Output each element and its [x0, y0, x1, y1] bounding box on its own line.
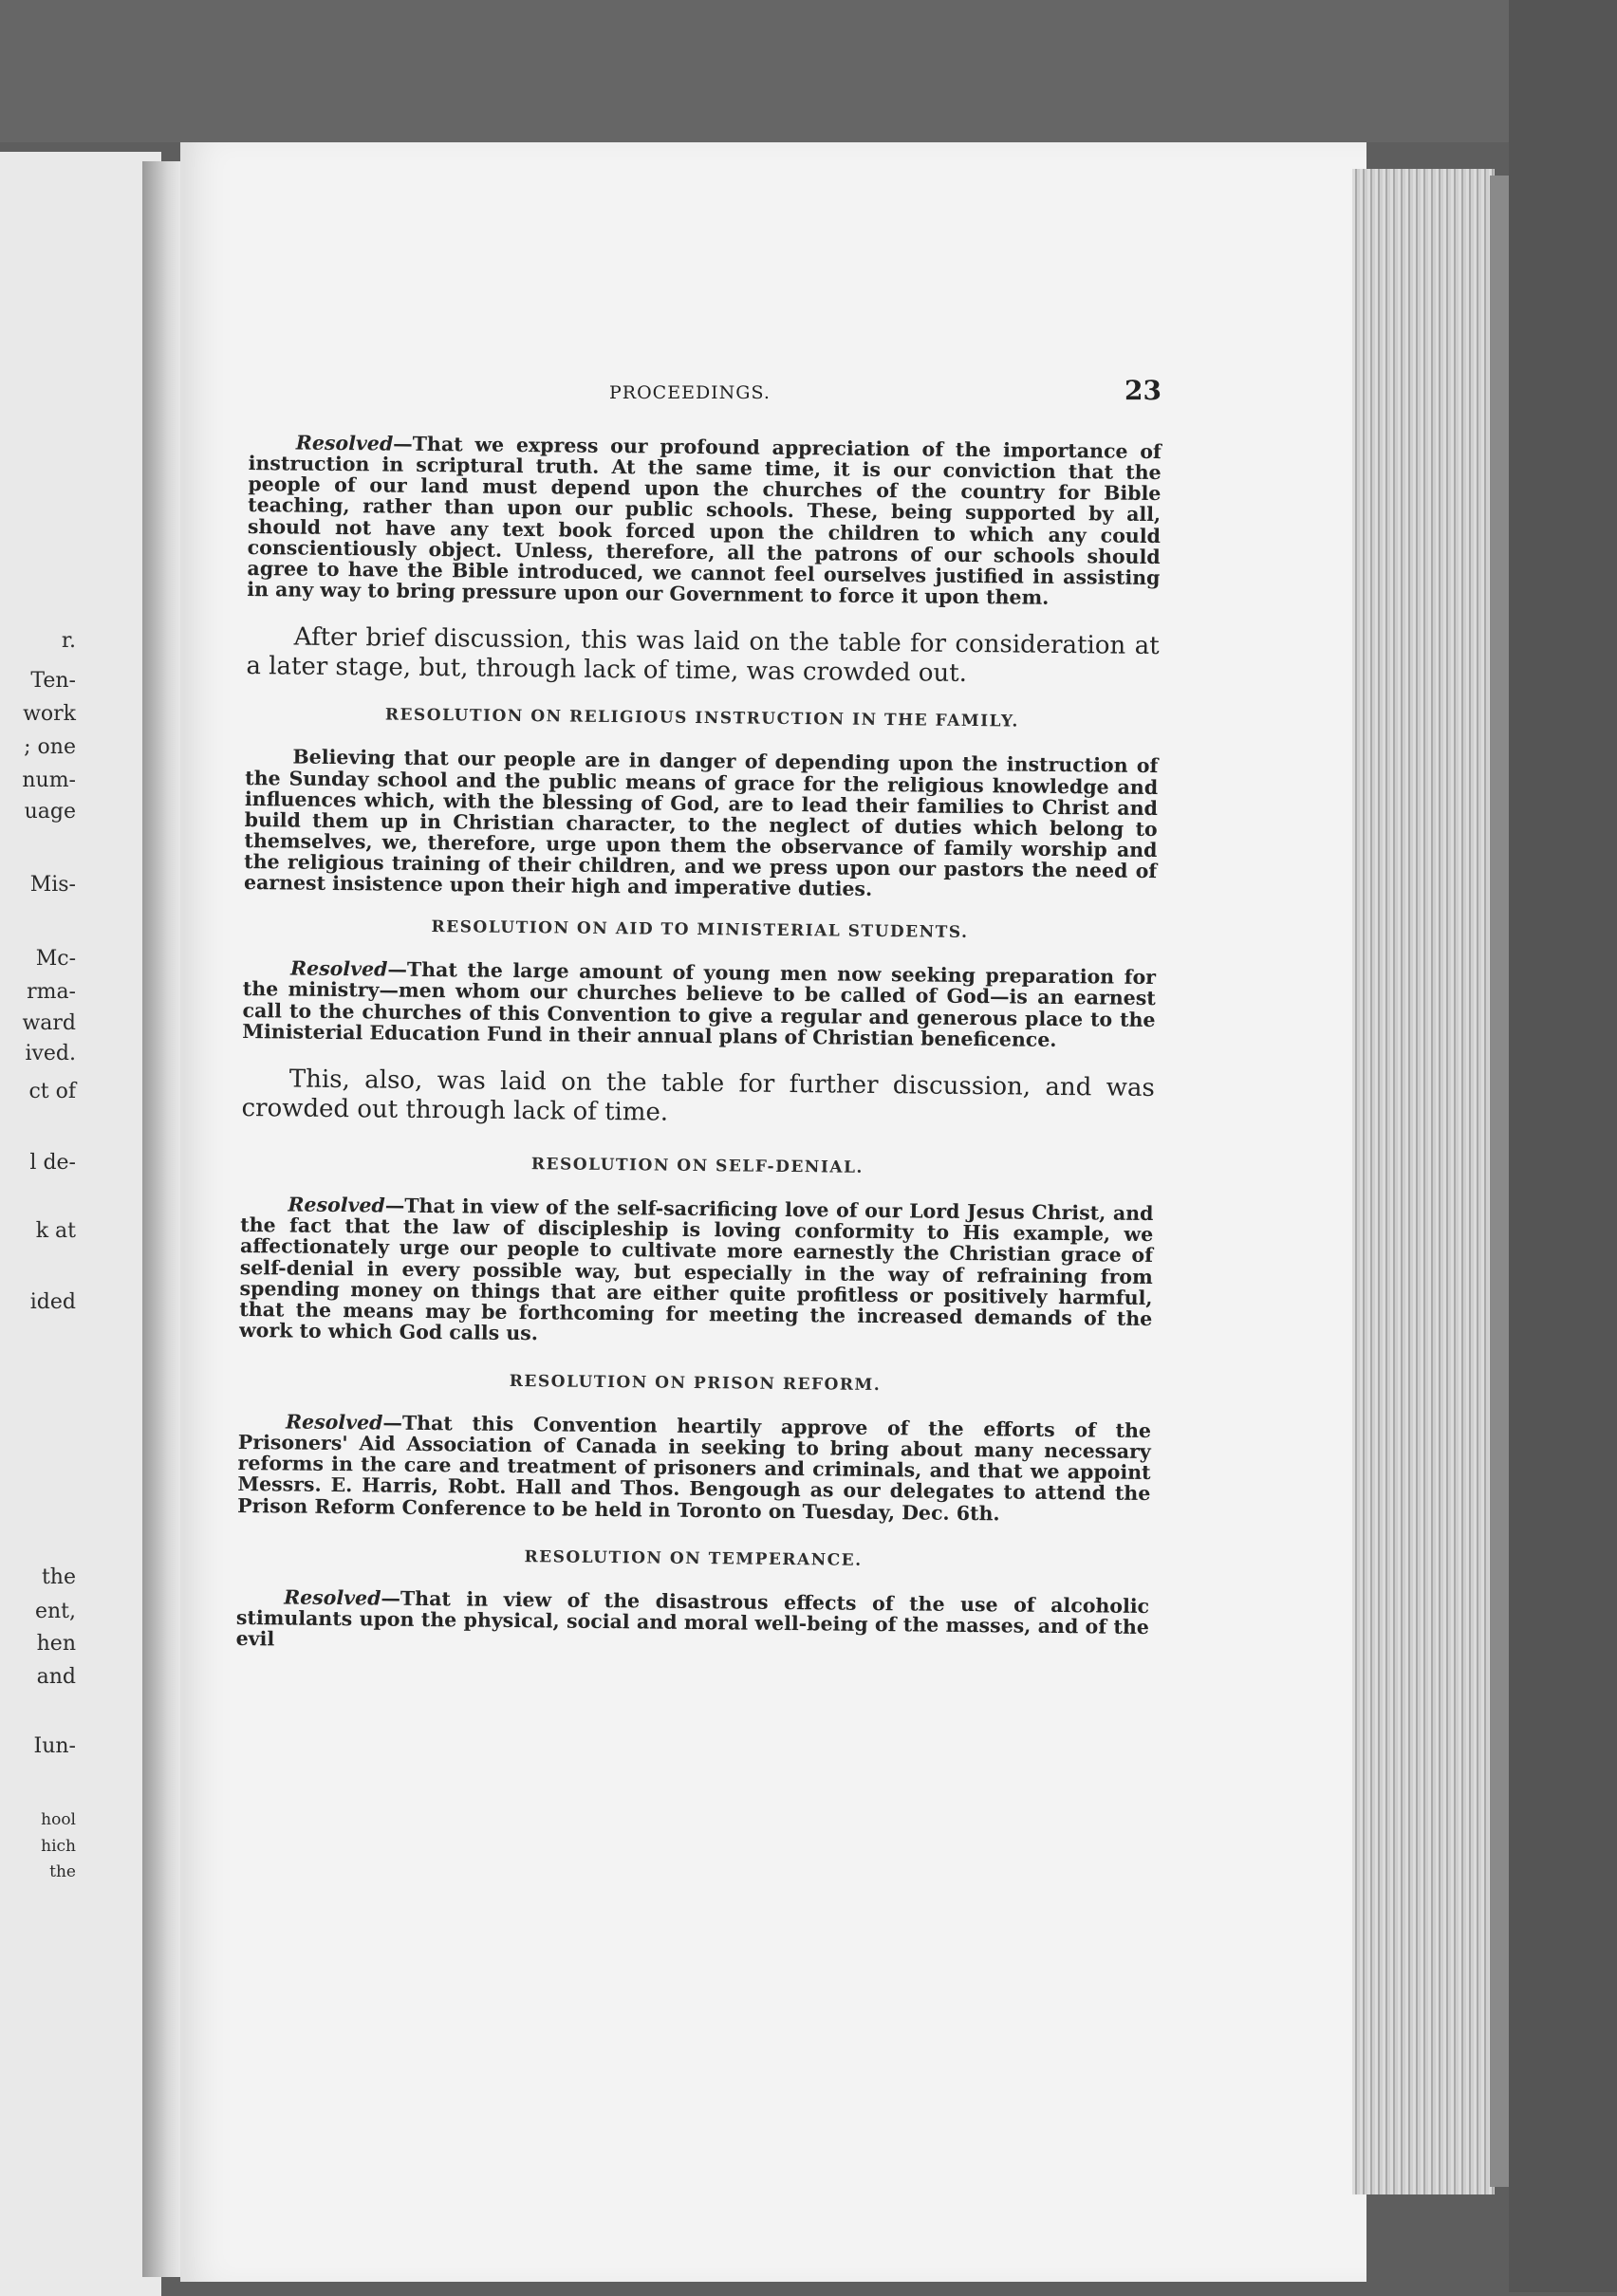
- resolution-self-denial: [239, 1194, 1154, 1350]
- left-fragment: r.: [61, 629, 76, 653]
- left-fragment: Ten-: [30, 669, 76, 693]
- left-fragment: hen: [36, 1632, 76, 1656]
- left-fragment: rma-: [27, 980, 76, 1004]
- resolved-lead: Resolved: [284, 1585, 381, 1610]
- left-page-text-fragments: [0, 0, 76, 2292]
- left-fragment: Mc-: [35, 947, 76, 971]
- resolution-text: —That in view of the self-sacrificing love of our Lord Jesus Christ, and the fact that the law of discipleship is loving conformity to His example, we affectionately urge our people to cultivate more earnestly the Christian grace of self-denial in every possible way, but especially in the way of refraining from spending money on things that are either quite profitless or positively harmful, that the means may be forthcoming for meeting the increased demands of the work to which God calls us.: [238, 1194, 1154, 1345]
- left-fragment: ided: [29, 1290, 76, 1314]
- section-heading: RESOLUTION ON TEMPERANCE.: [524, 1546, 863, 1570]
- resolved-lead: Resolved: [289, 956, 388, 981]
- left-fragment: hool: [41, 1810, 76, 1829]
- left-fragment: ; one: [24, 735, 76, 759]
- book-gutter: [142, 161, 185, 2277]
- section-heading: RESOLUTION ON SELF-DENIAL.: [530, 1155, 864, 1177]
- left-fragment: uage: [24, 800, 76, 824]
- left-fragment: hich: [41, 1837, 76, 1856]
- resolution-prison-reform: [237, 1411, 1151, 1526]
- running-title: PROCEEDINGS.: [609, 382, 771, 403]
- left-fragment: k at: [35, 1219, 76, 1243]
- resolved-lead: Resolved: [288, 1193, 385, 1217]
- left-fragment: ward: [22, 1011, 76, 1035]
- left-fragment: work: [23, 702, 76, 726]
- resolution-ministerial-students: [242, 957, 1156, 1051]
- left-fragment: l de-: [29, 1151, 76, 1175]
- resolution-temperance: [236, 1586, 1150, 1658]
- left-fragment: ct of: [28, 1080, 76, 1103]
- page-number: 23: [1124, 375, 1162, 406]
- left-fragment: Iun-: [33, 1734, 76, 1758]
- resolution-text: —That we express our profound appreciation of the importance of instruction in scriptural truth. At the same time, it is our conviction that the people of our land must depend upon the churches of the country for Bible teaching, rather than upon our public schools. These, being supported by all, should not have any text book forced upon the children to which any could conscientiously object. Unless, therefore, all the patrons of our schools should agree to have the Bible introduced, we cannot feel ourselves justified in assisting in any way to bring pressure upon our Government to force it upon them.: [247, 432, 1162, 609]
- page-stack-edges: [1352, 169, 1495, 2194]
- discussion-note: After brief discussion, this was laid on the table for consideration at a later stage, but, through lack of time, was crowded out.: [246, 622, 1160, 689]
- left-fragment: the: [49, 1862, 76, 1881]
- resolution-text: —That in view of the disastrous effects of the use of alcoholic stimulants upon the physical, social and moral well-being of the masses, and of the evil: [235, 1586, 1150, 1651]
- left-fragment: the: [41, 1565, 76, 1589]
- resolution-text: —That this Convention heartily approve of the efforts of the Prisoners' Aid Association of Canada in seeking to bring about many necessary reforms in the care and treatment of prisoners and criminals, and that we appoint Messrs. E. Harris, Robt. Hall and Thos. Bengough as our delegates to attend the Prison Reform Conference to be held in Toronto on Tuesday, Dec. 6th.: [237, 1411, 1152, 1525]
- resolved-lead: Resolved: [295, 431, 394, 455]
- left-fragment: num-: [22, 768, 76, 792]
- resolution-family-instruction: Believing that our people are in danger of depending upon the instruction of the Sunday school and the public means of grace for the religious knowledge and influences which, with the blessing of God, are to lead their families to Christ and build them up in Christian character, to the neglect of duties which belong to themselves, we, therefore, urge upon them the observance of family worship and the religious training of their children, and we press upon our pastors the need of earnest insistence upon their high and imperative duties.: [243, 745, 1159, 901]
- scanner-right-band: [1509, 0, 1617, 2292]
- section-heading: RESOLUTION ON PRISON REFORM.: [509, 1371, 882, 1396]
- resolution-text: —That the large amount of young men now seeking preparation for the ministry—men whom our churches believe to be called of God—is an earnest call to the churches of this Convention to give a regular and generous place to the Ministerial Education Fund in their annual plans of Christian beneficence.: [242, 957, 1157, 1051]
- resolved-lead: Resolved: [285, 1410, 383, 1435]
- discussion-note: This, also, was laid on the table for further discussion, and was crowded out through lack of time.: [241, 1065, 1155, 1127]
- section-heading: RESOLUTION ON AID TO MINISTERIAL STUDENTS.: [431, 917, 969, 943]
- section-heading: RESOLUTION ON RELIGIOUS INSTRUCTION IN THE FAMILY.: [384, 705, 1019, 731]
- resolution-bible-in-schools: [247, 432, 1162, 609]
- left-fragment: ived.: [25, 1042, 76, 1065]
- running-head: [249, 375, 1162, 413]
- left-fragment: and: [36, 1665, 76, 1689]
- left-fragment: Mis-: [29, 873, 76, 897]
- scanner-top-band: [0, 0, 1617, 142]
- page-body: [236, 432, 1162, 1658]
- left-fragment: ent,: [34, 1600, 76, 1623]
